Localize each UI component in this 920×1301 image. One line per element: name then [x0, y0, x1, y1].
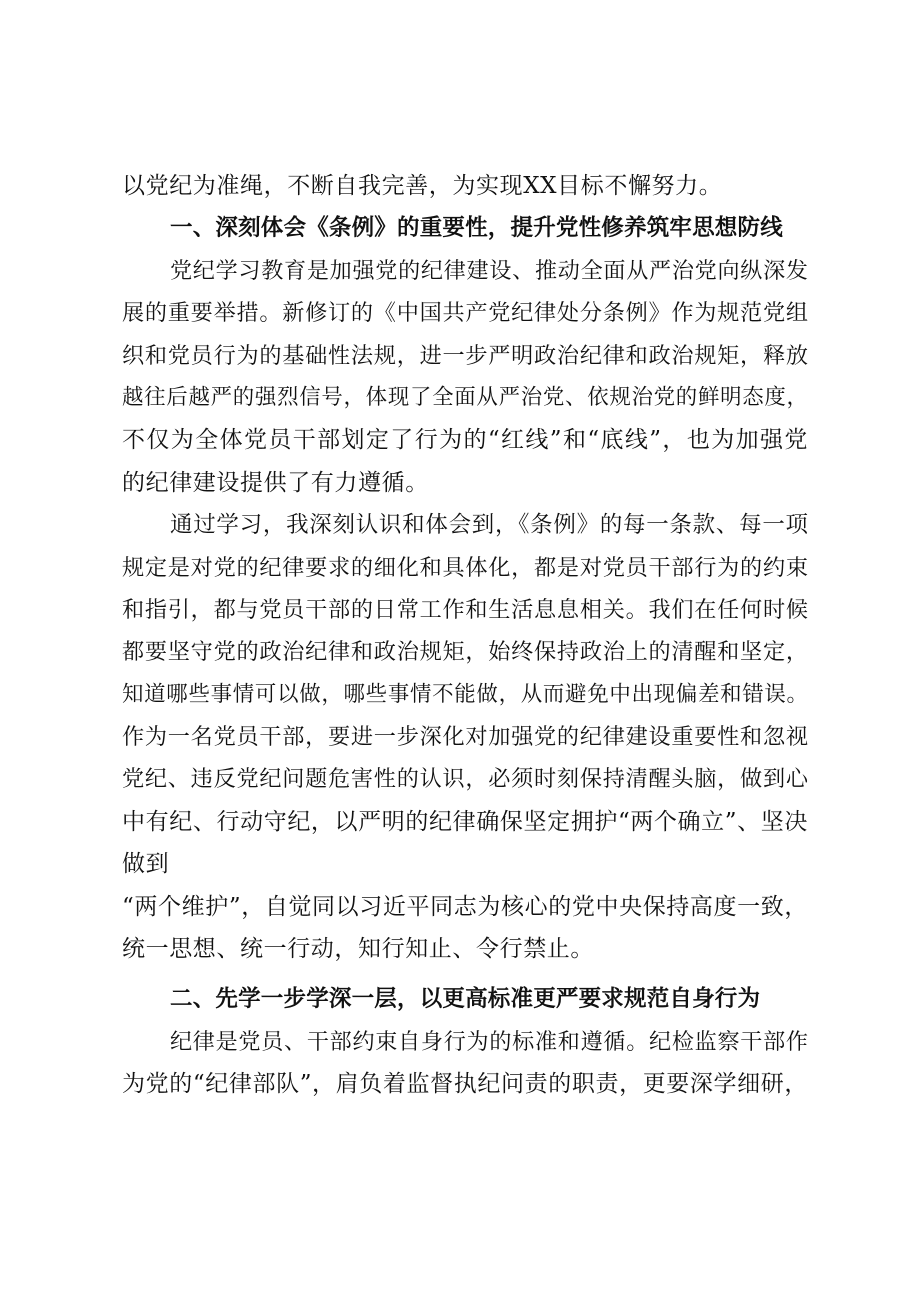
paragraph-line: 中有纪、行动守纪，以严明的纪律确保坚定拥护“两个确立”、坚决 [122, 808, 808, 835]
paragraph-line: 为党的“纪律部队”，肩负着监督执纪问责的职责，更要深学细研， [122, 1071, 808, 1098]
paragraph-line: 越往后越严的强烈信号，体现了全面从严治党、依规治党的鲜明态度， [122, 384, 808, 410]
paragraph-line: 织和党员行为的基础性法规，进一步严明政治纪律和政治规矩，释放 [122, 342, 808, 369]
paragraph-line: 党纪、违反党纪问题危害性的认识，必须时刻保持清醒头脑，做到心 [122, 766, 808, 793]
paragraph-line: 和指引，都与党员干部的日常工作和生活息息相关。我们在任何时候 [122, 596, 808, 623]
paragraph-line: 规定是对党的纪律要求的细化和具体化，都是对党员干部行为的约束 [122, 554, 808, 581]
section-spacer [122, 970, 808, 978]
paragraph-line: 纪律是党员、干部约束自身行为的标准和遵循。纪检监察干部作 [170, 1028, 808, 1055]
paragraph-line: 以党纪为准绳，不断自我完善，为实现XX目标不懈努力。 [122, 173, 723, 199]
paragraph-line: 统一思想、统一行动，知行知止、令行禁止。 [122, 936, 594, 963]
paragraph-line: 做到 [122, 851, 170, 878]
section-heading-2: 二、先学一步学深一层，以更高标准更严要求规范自身行为 [170, 986, 761, 1013]
paragraph-line: “两个维护”，自觉同以习近平同志为核心的党中央保持高度一致， [122, 893, 808, 920]
paragraph-line: 党纪学习教育是加强党的纪律建设、推动全面从严治党向纵深发 [170, 257, 808, 284]
section-heading-1: 一、深刻体会《条例》的重要性，提升党性修养筑牢思想防线 [170, 215, 783, 242]
paragraph-line: 作为一名党员干部，要进一步深化对加强党的纪律建设重要性和忽视 [122, 724, 808, 751]
paragraph-line: 的纪律建设提供了有力遵循。 [122, 469, 429, 496]
paragraph-line: 展的重要举措。新修订的《中国共产党纪律处分条例》作为规范党组 [122, 300, 808, 327]
paragraph-line: 不仅为全体党员干部划定了行为的“红线”和“底线”，也为加强党 [122, 427, 808, 454]
paragraph-line: 通过学习，我深刻认识和体会到，《条例》的每一条款、每一项 [170, 512, 808, 539]
document-body [122, 165, 808, 1106]
paragraph-line: 都要坚守党的政治纪律和政治规矩，始终保持政治上的清醒和坚定， [122, 639, 808, 666]
paragraph-line: 知道哪些事情可以做，哪些事情不能做，从而避免中出现偏差和错误。 [122, 681, 808, 707]
